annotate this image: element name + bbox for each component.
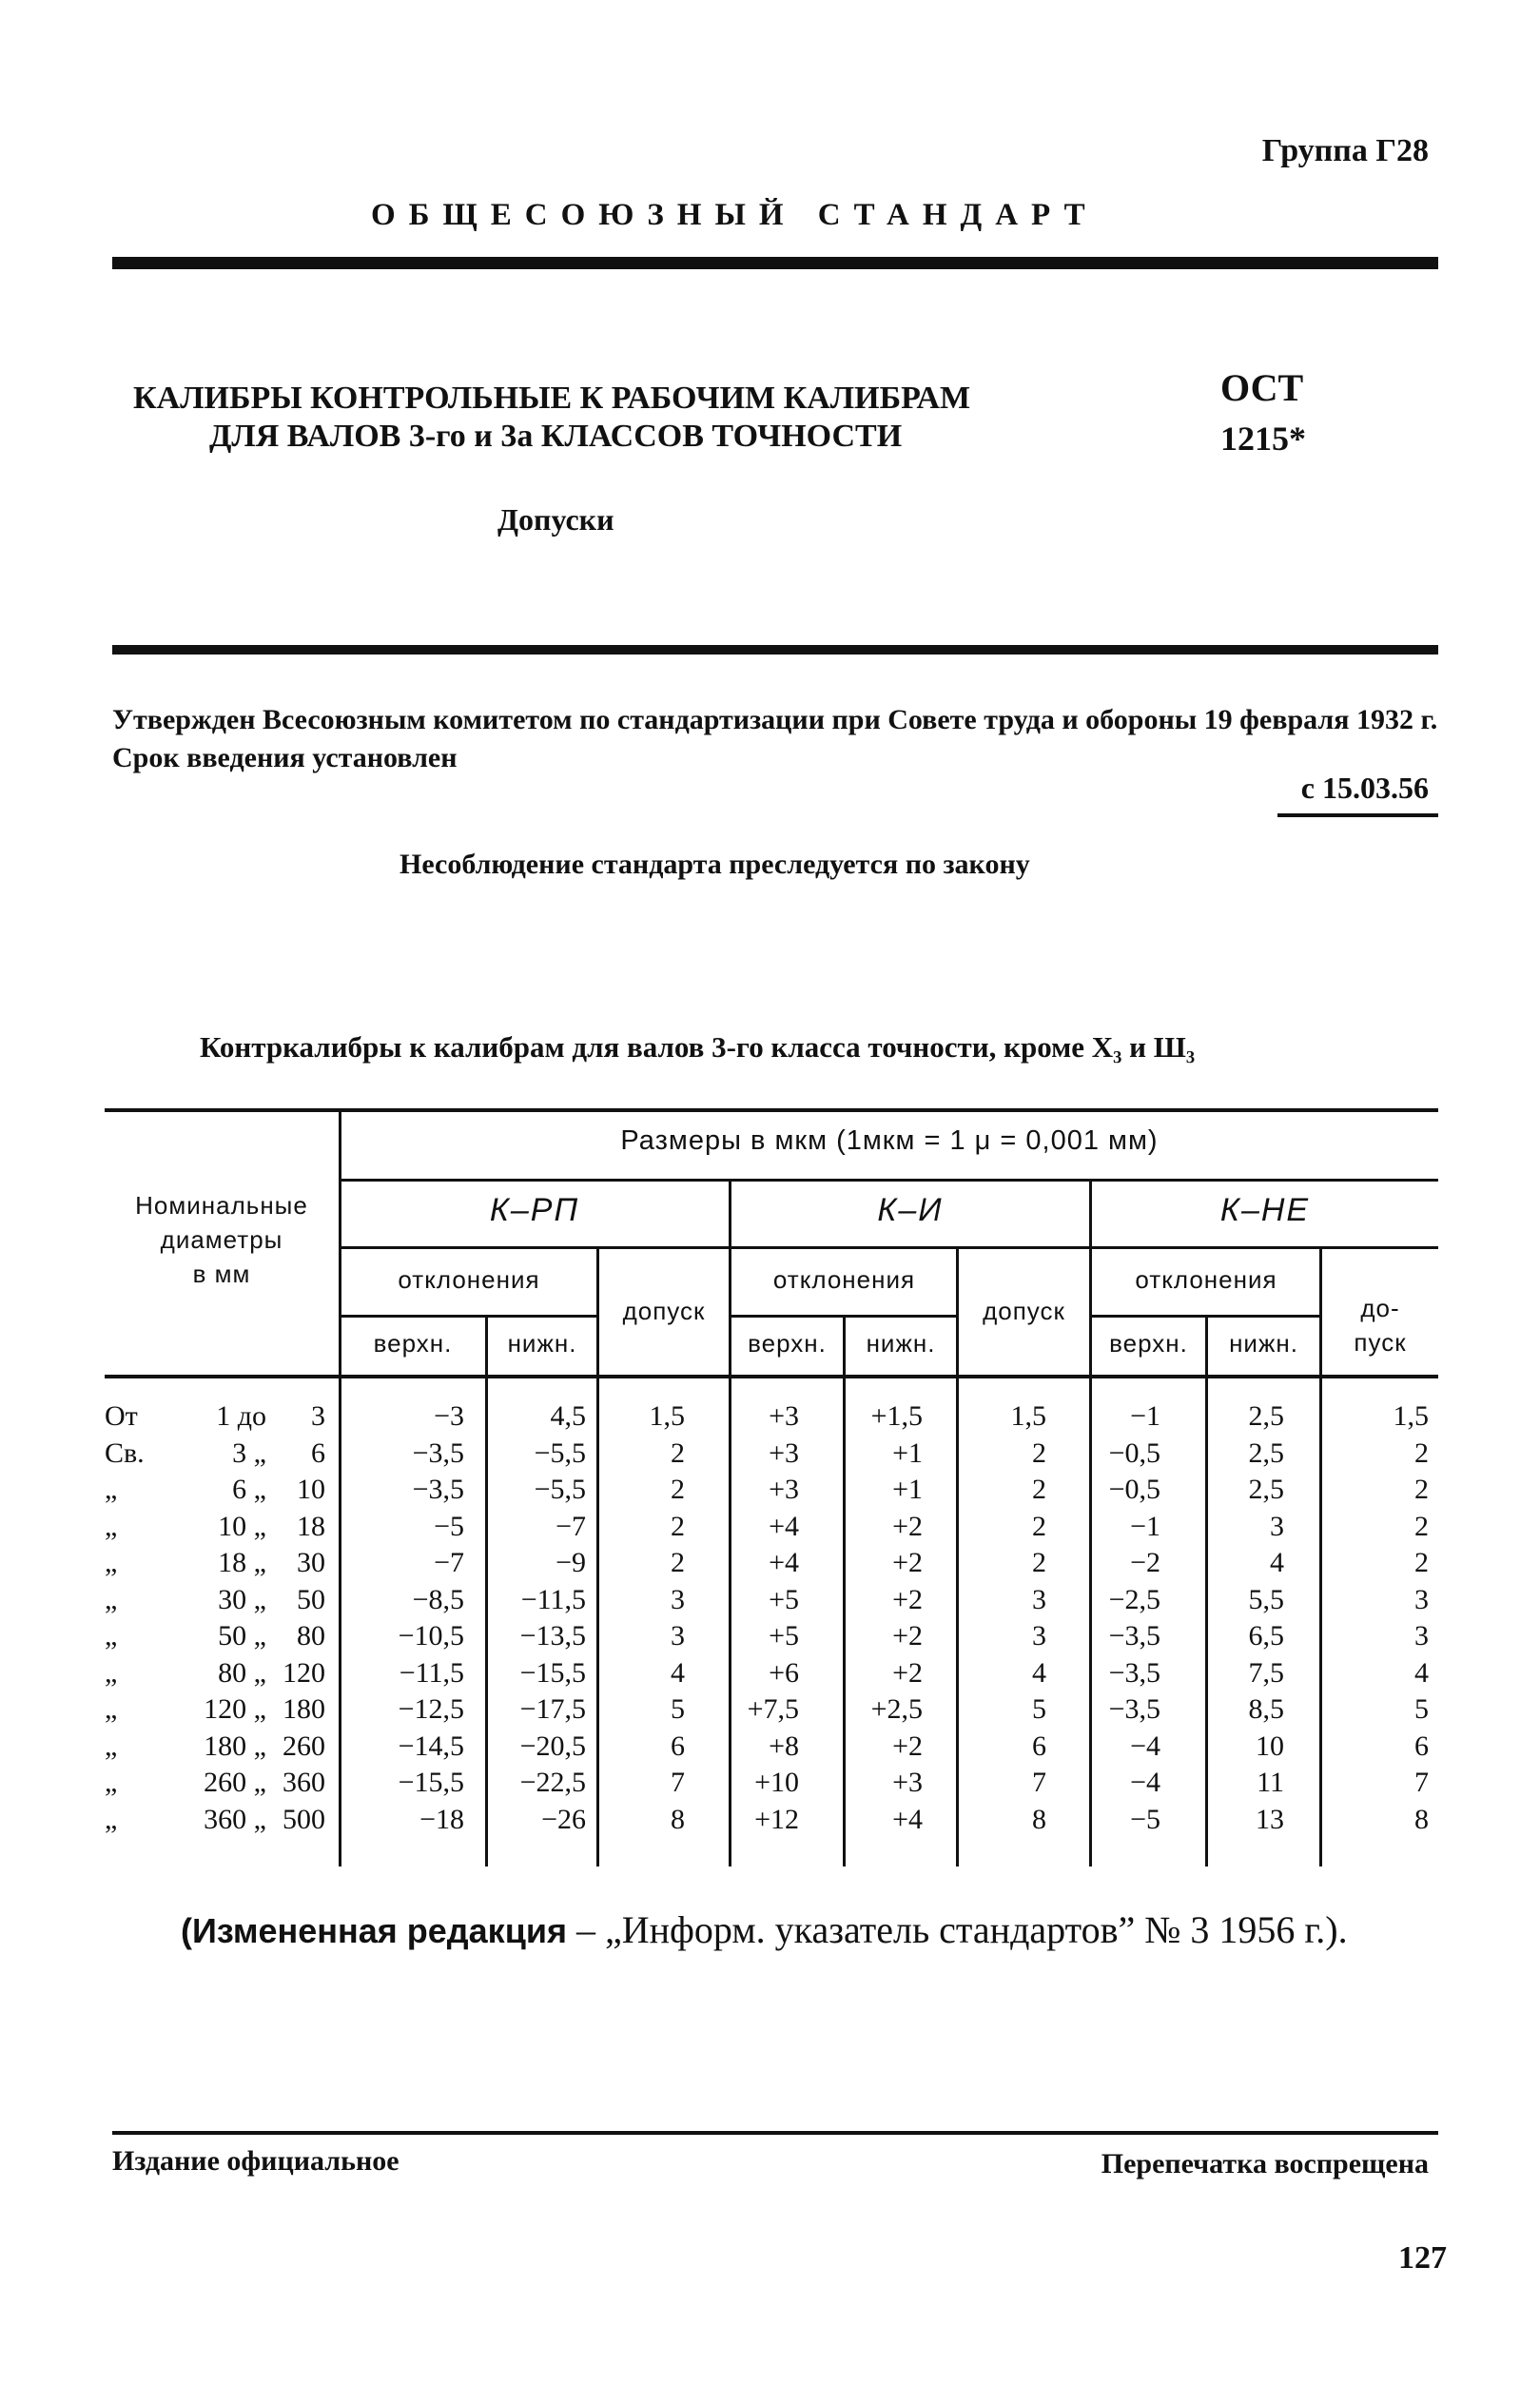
table-cell: 6 — [1032, 1730, 1046, 1762]
table-cell: −5,5 — [534, 1474, 586, 1505]
row-label-part: 6 „ — [232, 1474, 266, 1505]
nominal-header-line-3: в мм — [192, 1260, 251, 1288]
table-cell: −11,5 — [399, 1656, 464, 1689]
table-cell: −0,5 — [1108, 1474, 1160, 1505]
table-cell: −12,5 — [398, 1693, 464, 1725]
row-label-part: „ — [105, 1730, 118, 1762]
table-cell: 3 — [1032, 1620, 1046, 1652]
table-cell: 5,5 — [1248, 1583, 1284, 1615]
table-cell: 2 — [671, 1474, 685, 1505]
table-cell: 5 — [1414, 1693, 1429, 1725]
table-cell: +2 — [892, 1547, 923, 1578]
units-header: Размеры в мкм (1мкм = 1 μ = 0,001 мм) — [620, 1125, 1159, 1156]
header-rule-1 — [341, 1179, 1438, 1182]
date-underline — [1277, 813, 1438, 817]
i-upper-label: верхн. — [748, 1329, 827, 1358]
row-label-part: 260 — [283, 1730, 325, 1762]
row-label-part: 3 „ — [232, 1437, 266, 1469]
table-cell: −5 — [1130, 1803, 1160, 1835]
table-cell: 4 — [1032, 1656, 1046, 1689]
table-cell: −3,5 — [1108, 1620, 1160, 1652]
table-cell: 2 — [1414, 1547, 1429, 1578]
table-cell: 6,5 — [1248, 1620, 1284, 1652]
table-cell: 1,5 — [649, 1400, 685, 1432]
table-cell: −3 — [434, 1400, 464, 1432]
table-cell: 8 — [671, 1803, 685, 1835]
header-rule-2 — [341, 1246, 1438, 1249]
row-label-part: От — [105, 1400, 138, 1432]
ost-number: 1215* — [1220, 420, 1306, 458]
table-cell: +1 — [892, 1437, 923, 1469]
group-k-rp: К–РП — [489, 1192, 580, 1228]
table-cell: −3,5 — [1108, 1656, 1160, 1689]
ne-deviations-label: отклонения — [1135, 1265, 1277, 1294]
table-cell: 2 — [671, 1547, 685, 1578]
footer-official-edition: Издание официальное — [112, 2145, 400, 2177]
row-label-part: 30 „ — [218, 1583, 266, 1615]
approval-text: Утвержден Всесоюзным комитетом по стандартизации при Совете труда и обороны 19 февраля 1932 г. Срок введения установлен — [112, 704, 1438, 773]
table-cell: −2 — [1130, 1547, 1160, 1578]
table-cell: 7 — [671, 1767, 685, 1798]
rp-upper-label: верхн. — [373, 1329, 453, 1358]
table-cell: +3 — [769, 1474, 799, 1505]
footer-rule — [112, 2131, 1438, 2135]
table-cell: −9 — [556, 1547, 586, 1578]
table-cell: 2 — [1032, 1547, 1046, 1578]
ne-upper-label: верхн. — [1109, 1329, 1188, 1358]
i-tolerance-label: допуск — [983, 1297, 1065, 1325]
table-cell: 2 — [1032, 1474, 1046, 1505]
i-deviations-label: отклонения — [772, 1265, 916, 1294]
row-label-part: 10 — [297, 1474, 325, 1505]
table-cell: +2 — [892, 1510, 923, 1542]
introduction-date: с 15.03.56 — [1300, 771, 1429, 805]
table-cell: 4 — [671, 1656, 685, 1689]
header-rule-3a — [341, 1315, 597, 1318]
row-label-part: 30 — [297, 1547, 325, 1578]
row-label-part: 1 до — [216, 1400, 266, 1432]
row-label-part: „ — [105, 1583, 118, 1615]
row-label-part: 360 — [283, 1767, 325, 1798]
table-cell: 2 — [1032, 1510, 1046, 1542]
table-cell: −20,5 — [519, 1730, 586, 1762]
rp-lower-label: нижн. — [507, 1329, 577, 1358]
nominal-header-line-2: диаметры — [160, 1225, 283, 1254]
table-cell: −18 — [419, 1803, 464, 1835]
table-cell: 4 — [1270, 1547, 1284, 1578]
table-cell: +3 — [769, 1400, 799, 1432]
row-label-part: 80 „ — [218, 1656, 266, 1689]
title-line-1: КАЛИБРЫ КОНТРОЛЬНЫЕ К РАБОЧИМ КАЛИБРАМ — [133, 381, 971, 416]
row-label-part: „ — [105, 1474, 118, 1505]
table-cell: 3 — [1414, 1620, 1429, 1652]
table-top-rule — [105, 1108, 1438, 1112]
table-cell: +3 — [769, 1437, 799, 1469]
nominal-diameter-header — [105, 1188, 339, 1291]
table-cell: 4,5 — [550, 1400, 586, 1432]
table-cell: −2,5 — [1108, 1583, 1160, 1615]
table-cell: 3 — [671, 1583, 685, 1615]
amendment-rest: – „Информ. указатель стандартов” № 3 1956 г.). — [566, 1908, 1348, 1951]
table-cell: 2 — [671, 1510, 685, 1542]
row-label-part: 500 — [283, 1803, 325, 1835]
ne-tolerance-label — [1322, 1291, 1438, 1359]
table-cell: 2,5 — [1248, 1474, 1284, 1505]
violation-notice: Несоблюдение стандарта преследуется по закону — [400, 849, 1030, 880]
table-cell: +4 — [892, 1803, 923, 1835]
table-cell: 5 — [1032, 1693, 1046, 1725]
table-cell: −8,5 — [412, 1583, 464, 1615]
table-cell: −14,5 — [398, 1730, 464, 1762]
nominal-header-line-1: Номинальные — [135, 1191, 308, 1220]
row-label-part: 80 — [297, 1620, 325, 1652]
amendment-bold: (Измененная редакция — [181, 1911, 567, 1950]
table-cell: −3,5 — [412, 1474, 464, 1505]
rp-tolerance-label: допуск — [622, 1297, 706, 1325]
table-cell: −5 — [434, 1510, 464, 1542]
table-cell: +2 — [892, 1583, 923, 1615]
row-label-part: „ — [105, 1547, 118, 1578]
row-label-part: „ — [105, 1803, 118, 1835]
table-cell: 8,5 — [1248, 1693, 1284, 1725]
table-cell: −7 — [434, 1547, 464, 1578]
table-cell: +1,5 — [870, 1400, 923, 1432]
row-label-part: 3 — [311, 1400, 325, 1432]
table-cell: −7 — [556, 1510, 586, 1542]
ne-tolerance-line-2: пуск — [1354, 1328, 1407, 1357]
footer-reprint-prohibited: Перепечатка воспрещена — [1101, 2148, 1429, 2179]
table-cell: −3,5 — [1108, 1693, 1160, 1725]
table-cell: 4 — [1414, 1656, 1429, 1689]
row-label-part: „ — [105, 1620, 118, 1652]
table-cell: 13 — [1256, 1803, 1284, 1835]
table-cell: 1,5 — [1010, 1400, 1046, 1432]
table-cell: 6 — [1414, 1730, 1429, 1762]
i-lower-label: нижн. — [866, 1329, 936, 1358]
row-label-part: 120 — [283, 1656, 325, 1689]
table-cell: 3 — [671, 1620, 685, 1652]
table-cell: +5 — [769, 1620, 799, 1652]
row-label-part: „ — [105, 1510, 118, 1542]
table-cell: 2 — [671, 1437, 685, 1469]
table-cell: 7,5 — [1248, 1656, 1284, 1689]
row-label-part: 180 „ — [204, 1730, 266, 1762]
table-cell: 7 — [1032, 1767, 1046, 1798]
table-cell: 2 — [1414, 1437, 1429, 1469]
table-cell: 6 — [671, 1730, 685, 1762]
row-label-part: 50 „ — [218, 1620, 266, 1652]
table-cell: +7,5 — [747, 1693, 799, 1725]
table-cell: −1 — [1130, 1510, 1160, 1542]
table-cell: +4 — [769, 1547, 799, 1578]
table-cell: −15,5 — [519, 1656, 586, 1689]
row-label-part: 360 „ — [204, 1803, 266, 1835]
row-label-part: 18 — [297, 1510, 325, 1542]
top-rule — [112, 257, 1438, 269]
ost-label: ОСТ — [1220, 366, 1304, 409]
table-cell: −1 — [1130, 1400, 1160, 1432]
header-bottom-rule — [105, 1375, 1438, 1378]
rp-deviations-label: отклонения — [398, 1265, 540, 1294]
table-cell: −3,5 — [412, 1437, 464, 1469]
table-cell: +2 — [892, 1656, 923, 1689]
table-cell: −26 — [541, 1803, 586, 1835]
row-label-part: 50 — [297, 1583, 325, 1615]
table-cell: −22,5 — [519, 1767, 586, 1798]
table-cell: 2 — [1414, 1474, 1429, 1505]
ne-lower-label: нижн. — [1229, 1329, 1298, 1358]
table-cell: 7 — [1414, 1767, 1429, 1798]
table-cell: 11 — [1257, 1767, 1284, 1798]
table-cell: +12 — [754, 1803, 799, 1835]
table-cell: −4 — [1130, 1767, 1160, 1798]
table-cell: 2,5 — [1248, 1400, 1284, 1432]
ne-tolerance-line-1: до- — [1360, 1294, 1400, 1322]
table-cell: +4 — [769, 1510, 799, 1542]
table-cell: +3 — [892, 1767, 923, 1798]
table-cell: +2 — [892, 1620, 923, 1652]
table-caption: Контркалибры к калибрам для валов 3-го класса точности, кроме Х₃ и Ш₃ — [200, 1030, 1196, 1064]
table-cell: −15,5 — [398, 1767, 464, 1798]
table-cell: 2,5 — [1248, 1437, 1284, 1469]
table-cell: +1 — [892, 1474, 923, 1505]
table-cell: +5 — [769, 1583, 799, 1615]
table-cell: −10,5 — [398, 1620, 464, 1652]
row-label-part: Св. — [105, 1437, 145, 1469]
row-label-part: 6 — [311, 1437, 325, 1469]
table-cell: +10 — [754, 1767, 799, 1798]
group-k-i: К–И — [877, 1192, 944, 1228]
page-number: 127 — [1398, 2240, 1447, 2276]
table-cell: +2,5 — [870, 1693, 923, 1725]
table-cell: −5,5 — [534, 1437, 586, 1469]
standard-type-heading: ОБЩЕСОЮЗНЫЙ СТАНДАРТ — [371, 198, 1099, 232]
row-label-part: 18 „ — [218, 1547, 266, 1578]
table-cell: 3 — [1032, 1583, 1046, 1615]
table-cell: −17,5 — [519, 1693, 586, 1725]
row-label-part: „ — [105, 1656, 118, 1689]
group-code: Группа Г28 — [1261, 133, 1429, 168]
table-cell: 3 — [1270, 1510, 1284, 1542]
table-cell: +8 — [769, 1730, 799, 1762]
group-k-ne: К–НЕ — [1219, 1192, 1311, 1228]
table-cell: −0,5 — [1108, 1437, 1160, 1469]
table-cell: 1,5 — [1393, 1400, 1429, 1432]
table-cell: +6 — [769, 1656, 799, 1689]
table-cell: 2 — [1414, 1510, 1429, 1542]
table-cell: −11,5 — [520, 1583, 586, 1615]
row-label-part: 180 — [283, 1693, 325, 1725]
table-cell: −4 — [1130, 1730, 1160, 1762]
table-cell: 10 — [1256, 1730, 1284, 1762]
row-label-part: 260 „ — [204, 1767, 266, 1798]
title-line-2: ДЛЯ ВАЛОВ 3-го и 3а КЛАССОВ ТОЧНОСТИ — [209, 419, 903, 454]
subtitle: Допуски — [497, 502, 614, 537]
table-cell: +2 — [892, 1730, 923, 1762]
row-label-part: „ — [105, 1767, 118, 1798]
middle-rule — [112, 645, 1438, 655]
table-cell: 3 — [1414, 1583, 1429, 1615]
table-cell: 8 — [1414, 1803, 1429, 1835]
row-label-part: 10 „ — [218, 1510, 266, 1542]
table-cell: 8 — [1032, 1803, 1046, 1835]
table-cell: 2 — [1032, 1437, 1046, 1469]
table-cell: −13,5 — [519, 1620, 586, 1652]
amendment-note — [181, 1907, 1348, 1952]
row-label-part: 120 „ — [204, 1693, 266, 1725]
table-cell: 5 — [671, 1693, 685, 1725]
row-label-part: „ — [105, 1693, 118, 1725]
